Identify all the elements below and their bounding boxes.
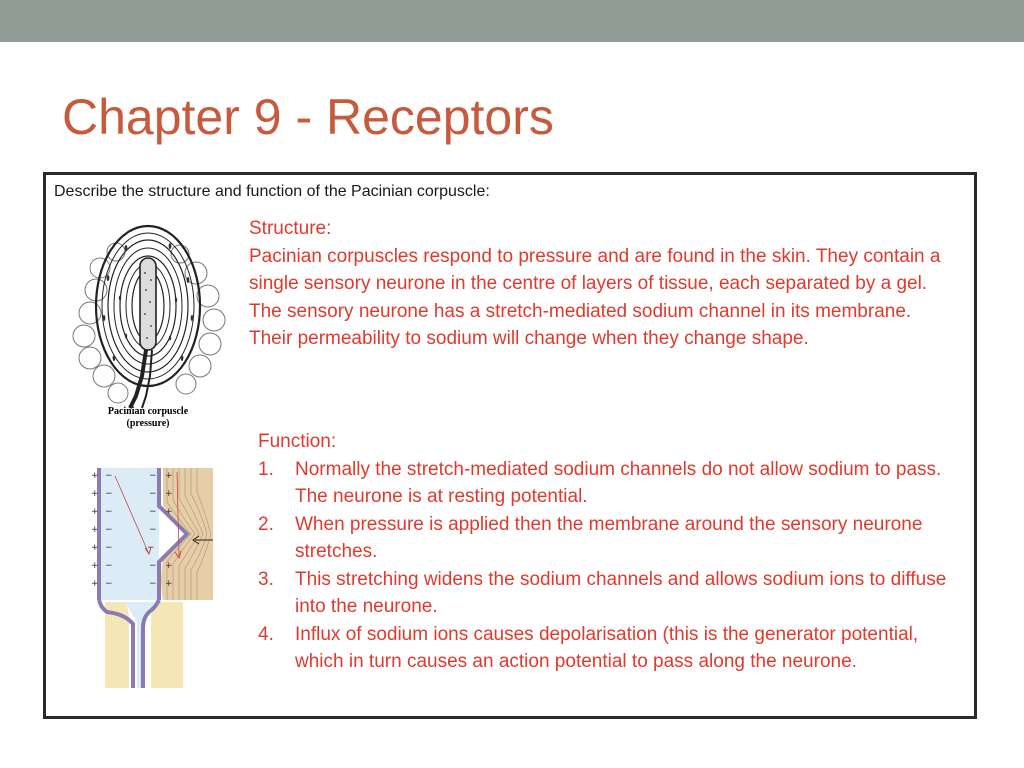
membrane-charge-plus: + xyxy=(91,507,99,517)
membrane-charge-plus: + xyxy=(91,543,99,553)
membrane-charge-minus: − xyxy=(105,543,113,553)
membrane-charge-minus: − xyxy=(147,543,155,553)
list-item xyxy=(258,621,953,676)
membrane-stretch-figure xyxy=(85,462,225,688)
step-number: 4. xyxy=(258,623,274,645)
step-text: Influx of sodium ions causes depolarisation (this is the generator potential, which in turn causes an action potential to pass along the neurone. xyxy=(295,623,919,672)
membrane-charge-minus: − xyxy=(105,561,113,571)
membrane-charge-plus: + xyxy=(165,579,173,589)
function-section xyxy=(258,428,953,676)
list-item xyxy=(258,566,953,621)
membrane-charge-plus: + xyxy=(165,507,173,517)
membrane-charge-minus: − xyxy=(105,489,113,499)
question-text: Describe the structure and function of the Pacinian corpuscle: xyxy=(54,183,490,200)
slide-title: Chapter 9 - Receptors xyxy=(62,89,554,145)
membrane-charge-minus: − xyxy=(105,525,113,535)
structure-heading: Structure: xyxy=(249,218,332,239)
membrane-charge-plus: + xyxy=(165,471,173,481)
membrane-charge-minus: − xyxy=(149,579,157,589)
membrane-charge-minus: − xyxy=(105,471,113,481)
membrane-charge-minus: − xyxy=(149,561,157,571)
membrane-charge-plus: + xyxy=(91,471,99,481)
step-text: Normally the stretch-mediated sodium channels do not allow sodium to pass. The neurone is at resting potential. xyxy=(295,458,942,507)
list-item xyxy=(258,511,953,566)
membrane-charge-minus: − xyxy=(149,471,157,481)
pacinian-corpuscle-figure xyxy=(68,218,228,433)
membrane-charge-minus: − xyxy=(149,489,157,499)
membrane-charge-minus: − xyxy=(149,525,157,535)
membrane-charge-plus: + xyxy=(91,489,99,499)
membrane-charge-minus: − xyxy=(105,579,113,589)
step-text: This stretching widens the sodium channels and allows sodium ions to diffuse into the neurone. xyxy=(295,568,947,617)
function-steps-list xyxy=(258,456,953,676)
structure-text: Pacinian corpuscles respond to pressure and are found in the skin. They contain a single sensory neurone in the centre of layers of tissue, each separated by a gel. The sensory neurone has a stretch-mediated sodium channel in its membrane. Their permeability to sodium will change when they change shape. xyxy=(249,245,941,349)
membrane-charge-plus: + xyxy=(91,579,99,589)
membrane-charge-plus: + xyxy=(91,561,99,571)
membrane-charge-plus: + xyxy=(165,489,173,499)
membrane-charge-minus: − xyxy=(149,507,157,517)
step-text: When pressure is applied then the membrane around the sensory neurone stretches. xyxy=(295,513,923,562)
membrane-charge-minus: − xyxy=(105,507,113,517)
function-heading: Function: xyxy=(258,431,337,452)
step-number: 3. xyxy=(258,568,274,590)
header-band xyxy=(0,0,1024,42)
membrane-charge-plus: + xyxy=(91,525,99,535)
step-number: 2. xyxy=(258,513,274,535)
figure-caption-line2: (pressure) xyxy=(126,418,170,429)
structure-section xyxy=(249,215,949,353)
step-number: 1. xyxy=(258,458,274,480)
membrane-charge-plus: + xyxy=(165,561,173,571)
figure-caption-line1: Pacinian corpuscle xyxy=(107,406,189,417)
list-item xyxy=(258,456,953,511)
